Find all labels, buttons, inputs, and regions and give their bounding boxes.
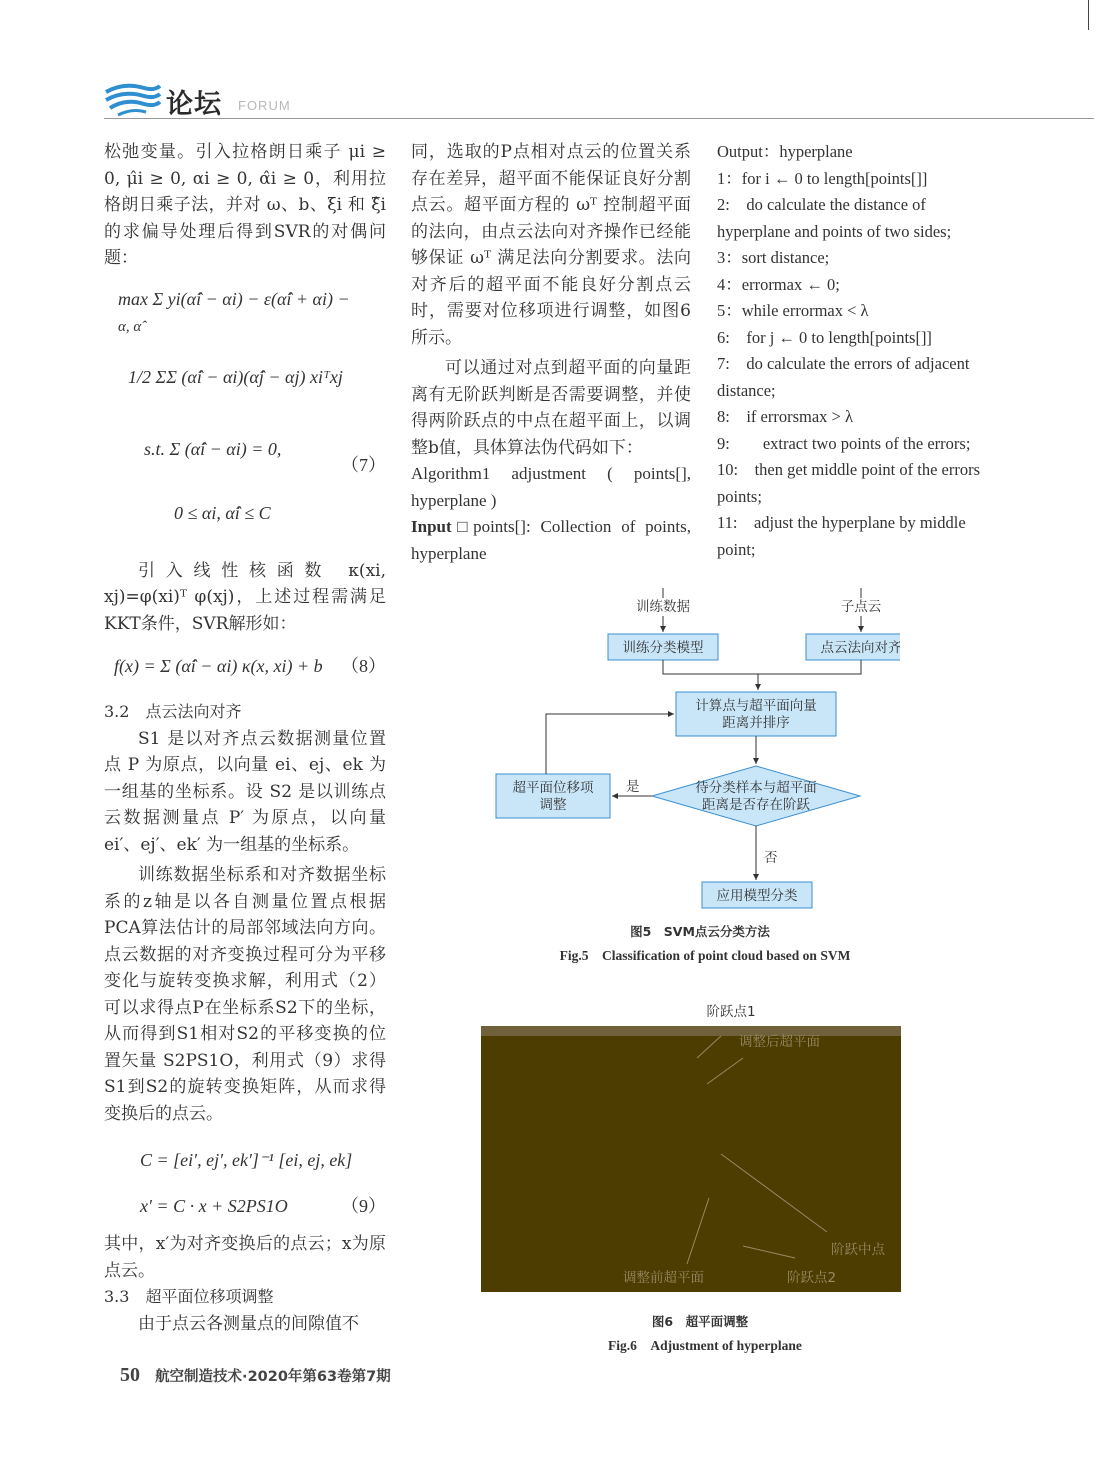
- eq9-number: （9）: [341, 1196, 386, 1216]
- col2-paragraph-1: 同，选取的P点相对点云的位置关系存在差异，超平面不能保证良好分割点云。超平面方程的 ωᵀ 控制超平面的法向，由点云法向对齐操作已经能够保证 ωᵀ 满足法向分割要求。法向对齐后的超平面不能良好分割点云时，需要对位移项进行调整，如图6所示。: [411, 142, 691, 348]
- label-no: 否: [764, 850, 778, 866]
- code-line: 3：sort distance;: [717, 248, 830, 267]
- equation-7: [104, 280, 386, 550]
- page-footer: [120, 1364, 391, 1387]
- code-line: Output：hyperplane: [717, 142, 853, 161]
- figure-6-caption-en: Fig.6 Adjustment of hyperplane: [608, 1338, 802, 1353]
- figure-5-flowchart: [490, 584, 900, 914]
- figure-6-caption-cn: 图6 超平面调整: [651, 1314, 749, 1329]
- eq9-line-1: C = [ei′, ej′, ek′]⁻¹ [ei, ej, ek]: [140, 1150, 353, 1170]
- code-line: 7: do calculate the errors of adjacent distance;: [717, 354, 970, 400]
- eq7-under: α, α̂: [118, 318, 142, 335]
- box-apply-label: 应用模型分类: [716, 888, 798, 904]
- input-label: Input: [411, 517, 452, 536]
- page-number: 50: [120, 1364, 140, 1386]
- label-step-point-2: 阶跃点2: [787, 1270, 837, 1286]
- label-yes: 是: [626, 779, 640, 795]
- code-line: 5：while errormax < λ: [717, 301, 869, 320]
- label-before-plane: 调整前超平面: [623, 1270, 704, 1286]
- page-top-edge: [0, 0, 1102, 18]
- box-compute-line1: 计算点与超平面向量: [695, 698, 817, 714]
- figure-6-hyperplane-adjustment: [481, 1000, 901, 1292]
- fig6-noise-band: [481, 1026, 901, 1036]
- code-line: 2: do calculate the distance of hyperplane and points of two sides;: [717, 195, 952, 241]
- code-line: 6: for j ← 0 to length[points[]]: [717, 327, 932, 347]
- col2-paragraph-2: 可以通过对点到超平面的向量距离有无阶跃判断是否需要调整，并使得两阶跃点的中点在超平面上，以调整b值，具体算法伪代码如下：: [411, 358, 691, 458]
- figure-5-caption-cn: 图5 SVM点云分类方法: [630, 924, 770, 939]
- code-line: 9: extract two points of the errors;: [717, 433, 971, 453]
- header-subtitle: FORUM: [238, 98, 291, 113]
- header-rule: [104, 118, 1094, 119]
- col1-paragraph-4: 训练数据坐标系和对齐数据坐标系的z轴是以各自测量位置点根据PCA算法估计的局部邻域法向方向。点云数据的对齐变换过程可分为平移变化与旋转变换求解，利用式（2）可以求得点P在坐标系S2下的坐标，从而得到S1相对S2的平移变换的位置矢量 S2PS1O，利用式（9）求得S1到S2的旋转变换矩阵，从而求得变换后的点云。: [104, 865, 386, 1124]
- eq8-number: （8）: [341, 656, 386, 676]
- code-line: 10: then get middle point of the errors points;: [717, 460, 981, 506]
- col1-paragraph-2: 引入线性核函数 κ(xi, xj)=φ(xi)ᵀ φ(xj)，上述过程需满足KKT条件，SVR解形如：: [104, 560, 386, 634]
- box-normal-align-label: 点云法向对齐: [820, 640, 900, 656]
- label-step-point-1: 阶跃点1: [706, 1004, 756, 1020]
- input-sub-cloud: 子点云: [840, 599, 882, 615]
- col1-paragraph-1: 松弛变量。引入拉格朗日乘子 μi ≥ 0, μ̂i ≥ 0, αi ≥ 0, α̂i ≥ 0，利用拉格朗日乘子法，并对 ω、b、ξi 和 ξ̂i 的求偏导处理后得到SVR的对偶问题：: [104, 142, 386, 268]
- section-3-3-heading: 3.3 超平面位移项调整: [104, 1287, 274, 1306]
- code-line: 11: adjust the hyperplane by middle point;: [717, 513, 966, 559]
- column-middle: [411, 139, 691, 567]
- label-step-midpoint: 阶跃中点: [831, 1242, 885, 1258]
- input-text: □points[]: Collection of points, hyperplane: [411, 517, 691, 563]
- forum-logo-icon: [104, 78, 162, 118]
- input-train-data: 训练数据: [636, 599, 690, 615]
- page-corner-mark: [1088, 0, 1102, 30]
- column-right-pseudocode: [717, 139, 997, 563]
- eq9-line-2: x′ = C · x + S2PS1O: [140, 1196, 288, 1216]
- equation-8: [104, 651, 386, 681]
- diamond-line1: 待分类样本与超平面: [695, 780, 817, 796]
- col1-paragraph-5: 其中，x′为对齐变换后的点云；x为原点云。: [104, 1234, 386, 1281]
- box-train-model-label: 训练分类模型: [622, 640, 704, 656]
- diamond-step-check: [652, 766, 860, 826]
- figure-5-caption-en: Fig.5 Classification of point cloud based on SVM: [559, 948, 851, 963]
- equation-9: [104, 1139, 386, 1223]
- header-title: 论坛: [166, 89, 222, 120]
- code-line: 8: if errorsmax > λ: [717, 407, 853, 426]
- diamond-line2: 距离是否存在阶跃: [702, 797, 810, 813]
- col1-paragraph-3: S1 是以对齐点云数据测量位置点 P 为原点，以向量 ei、ej、ek 为一组基的坐标系。设 S2 是以训练点云数据测量点 P′ 为原点，以向量 ei′、ej′、ek′ 为一组基的坐标系。: [104, 728, 386, 855]
- journal-name: 航空制造技术·2020年第63卷第7期: [155, 1369, 391, 1385]
- col1-paragraph-6: 由于点云各测量点的间隙值不: [138, 1313, 359, 1334]
- column-left: [104, 139, 386, 1337]
- section-3-2-heading: 3.2 点云法向对齐: [104, 702, 242, 721]
- eq7-line-3: s.t. Σ (α̂i − αi) = 0,: [144, 438, 282, 459]
- algorithm-title: Algorithm1 adjustment ( points[], hyperplane ): [411, 464, 691, 510]
- eq8-body: f(x) = Σ (α̂i − αi) κ(x, xi) + b: [114, 656, 323, 676]
- eq7-line-2: 1/2 ΣΣ (α̂i − αi)(α̂j − αj) xiᵀxj: [128, 366, 343, 387]
- box-adjust-line2: 调整: [539, 797, 567, 813]
- box-adjust-line1: 超平面位移项: [512, 780, 594, 796]
- label-adjusted-plane: 调整后超平面: [739, 1034, 820, 1050]
- code-line: 1：for i ← 0 to length[points[]]: [717, 168, 928, 188]
- box-compute-line2: 距离并排序: [722, 715, 790, 731]
- page-header: [104, 74, 1094, 124]
- eq7-number: （7）: [341, 454, 386, 475]
- code-line: 4：errormax ← 0;: [717, 274, 840, 294]
- eq7-line-1: max Σ yi(α̂i − αi) − ε(α̂i + αi) −: [118, 288, 350, 309]
- eq7-line-4: 0 ≤ αi, α̂i ≤ C: [174, 502, 271, 523]
